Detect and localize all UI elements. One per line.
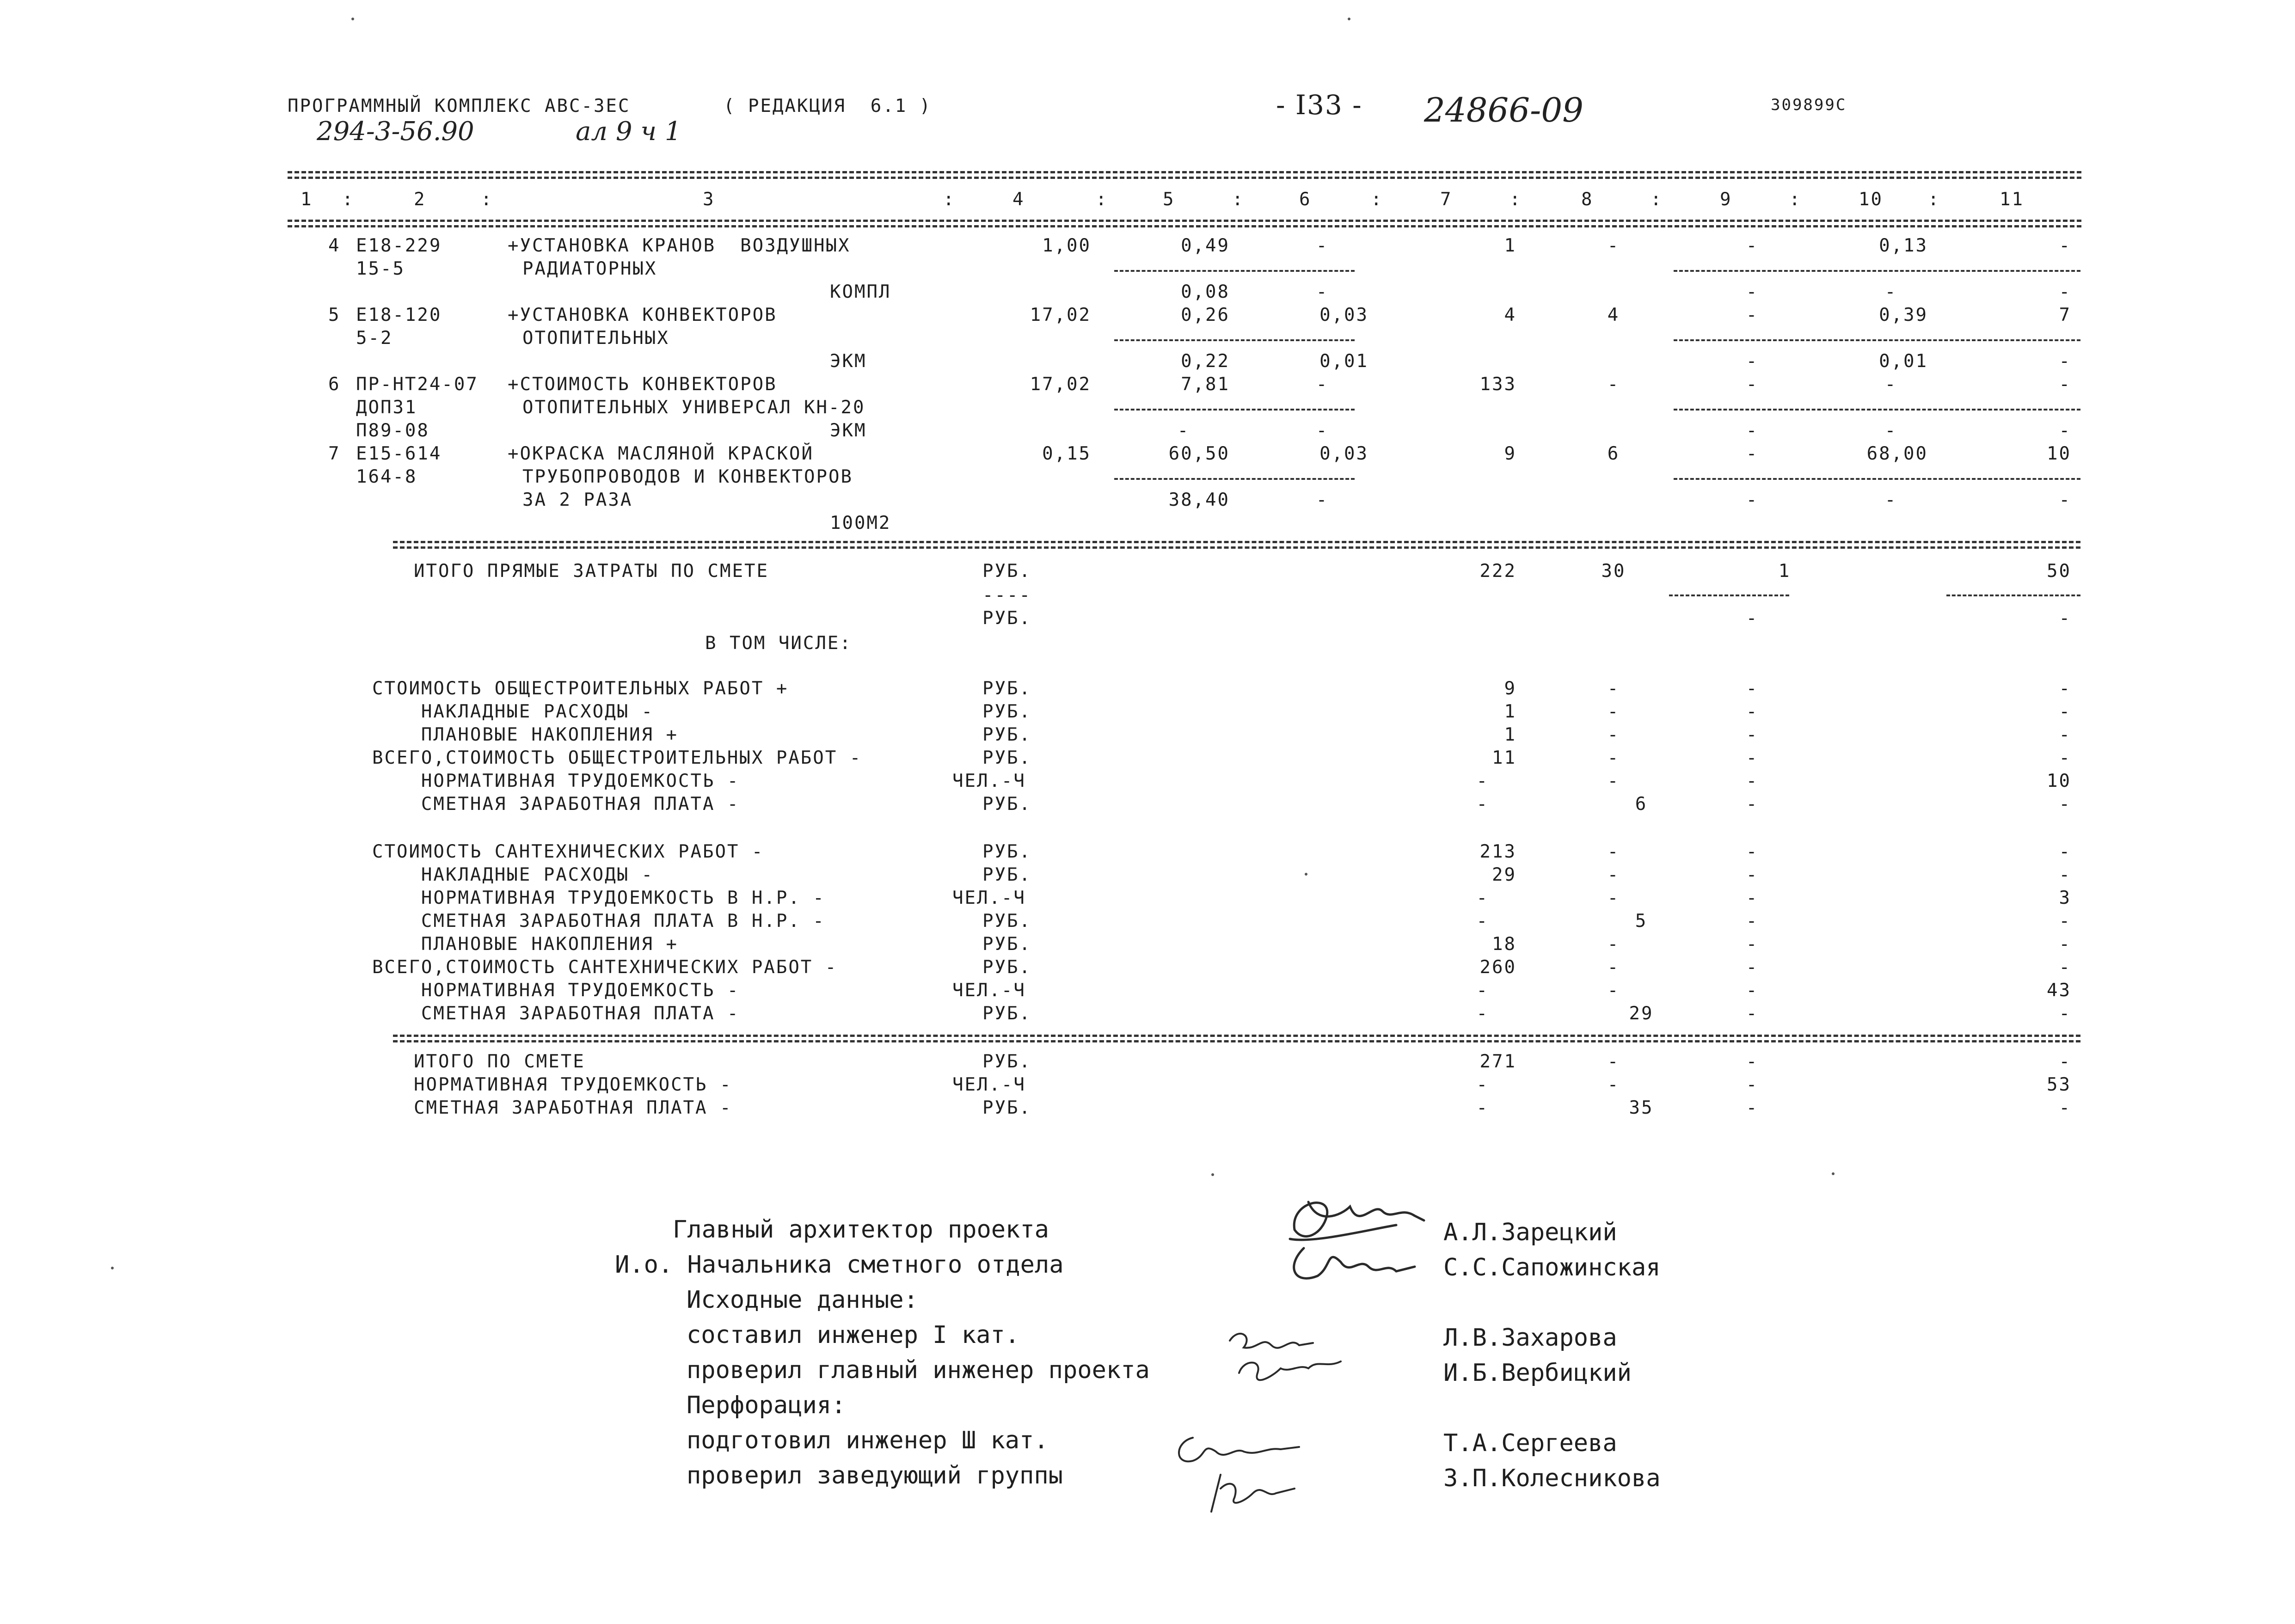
cell: 133 — [1479, 374, 1516, 395]
summary-label: НОРМАТИВНАЯ ТРУДОЕМКОСТЬ - — [372, 771, 740, 791]
cell: 0,01 — [1319, 351, 1368, 372]
cell: - — [1177, 420, 1190, 441]
cell: 9 — [1504, 678, 1516, 699]
cell: - — [2059, 1003, 2071, 1024]
cell: - — [1746, 608, 1759, 629]
edition: ( РЕДАКЦИЯ 6.1 ) — [724, 96, 932, 116]
cell-rule — [1946, 594, 2080, 596]
cell: - — [2059, 235, 2071, 256]
column-header: 10 — [1859, 189, 1883, 210]
column-header: 3 — [703, 189, 715, 210]
cell: 10 — [2047, 443, 2071, 464]
column-header: 11 — [2000, 189, 2024, 210]
cell: - — [1607, 864, 1620, 885]
summary-label: СМЕТНАЯ ЗАРАБОТНАЯ ПЛАТА - — [372, 1003, 740, 1024]
cell: - — [1746, 443, 1759, 464]
summary-label: ПЛАНОВЫЕ НАКОПЛЕНИЯ + — [372, 724, 678, 745]
cell: 0,39 — [1879, 305, 1928, 325]
cell: - — [1607, 957, 1620, 978]
cell: 50 — [2047, 561, 2071, 582]
signature-name: С.С.Сапожинская — [1443, 1254, 1661, 1281]
cell: - — [1607, 771, 1620, 791]
handwritten-signature — [1165, 1424, 1332, 1516]
cell: - — [1746, 980, 1759, 1001]
document-number: 24866-09 — [1424, 91, 1583, 129]
cell: 5 — [1635, 911, 1648, 932]
row-number: 6 — [328, 374, 341, 395]
cell: - — [1746, 794, 1759, 815]
summary-label: ВСЕГО,СТОИМОСТЬ САНТЕХНИЧЕСКИХ РАБОТ - — [372, 957, 838, 978]
row-name: ОТОПИТЕЛЬНЫХ — [522, 328, 669, 349]
summary-label: ИТОГО ПО СМЕТЕ — [414, 1051, 585, 1072]
cell: - — [1746, 235, 1759, 256]
cell: 10 — [2047, 771, 2071, 791]
cell: - — [1746, 748, 1759, 768]
column-separator: : — [481, 189, 493, 210]
cell: 1 — [1778, 561, 1791, 582]
table-rule — [393, 546, 2080, 549]
summary-unit: РУБ. — [982, 864, 1031, 885]
column-header: 4 — [1012, 189, 1025, 210]
cell: - — [1607, 888, 1620, 908]
cell: - — [1884, 490, 1897, 510]
table-rule — [288, 225, 2081, 227]
cell: - — [1746, 701, 1759, 722]
cell: - — [1476, 1003, 1489, 1024]
signature-name: З.П.Колесникова — [1443, 1465, 1661, 1492]
page-number: - I33 - — [1276, 89, 1362, 121]
summary-unit: ЧЕЛ.-Ч — [952, 1074, 1026, 1095]
table-rule — [288, 171, 2081, 173]
scan-speck — [111, 1267, 114, 1269]
row-name: ТРУБОПРОВОДОВ И КОНВЕКТОРОВ — [522, 466, 853, 487]
program-name: ПРОГРАММНЫЙ КОМПЛЕКС АВС-3ЕС — [288, 96, 631, 116]
signature-name: Т.А.Сергеева — [1443, 1429, 1617, 1457]
cell: - — [1746, 841, 1759, 862]
print-code: 309899С — [1771, 96, 1847, 114]
signature-name: Л.В.Захарова — [1443, 1324, 1617, 1352]
cell: - — [1746, 724, 1759, 745]
cell: - — [1746, 888, 1759, 908]
signature-role: подготовил инженер Ш кат. — [687, 1427, 1049, 1454]
table-rule — [288, 177, 2081, 179]
cell: 222 — [1479, 561, 1516, 582]
cell: 3 — [2059, 888, 2071, 908]
cell: 11 — [1492, 748, 1516, 768]
row-name: +УСТАНОВКА КОНВЕКТОРОВ — [508, 305, 777, 325]
table-rule — [393, 1040, 2080, 1042]
row-code: 5-2 — [356, 328, 393, 349]
cell: 43 — [2047, 980, 2071, 1001]
cell: 0,22 — [1181, 351, 1230, 372]
cell: - — [1746, 490, 1759, 510]
row-name: ЗА 2 РАЗА — [522, 490, 633, 510]
cell: - — [1746, 351, 1759, 372]
cell: 38,40 — [1168, 490, 1230, 510]
signature-role: Главный архитектор проекта — [673, 1216, 1049, 1244]
summary-unit: РУБ. — [982, 794, 1031, 815]
signature-name: А.Л.Зарецкий — [1443, 1219, 1617, 1246]
cell: 17,02 — [1030, 374, 1091, 395]
cell: 17,02 — [1030, 305, 1091, 325]
cell: - — [1746, 305, 1759, 325]
summary-label: ВСЕГО,СТОИМОСТЬ ОБЩЕСТРОИТЕЛЬНЫХ РАБОТ - — [372, 748, 862, 768]
cell: - — [2059, 841, 2071, 862]
cell: - — [2059, 420, 2071, 441]
summary-label: НОРМАТИВНАЯ ТРУДОЕМКОСТЬ - — [414, 1074, 732, 1095]
cell: - — [2059, 934, 2071, 955]
column-separator: : — [1510, 189, 1522, 210]
summary-unit: РУБ. — [982, 957, 1031, 978]
row-number: 5 — [328, 305, 341, 325]
cell: 0,26 — [1181, 305, 1230, 325]
summary-unit: РУБ. — [982, 911, 1031, 932]
cell: - — [1746, 934, 1759, 955]
album-reference: ал 9 ч 1 — [576, 116, 681, 147]
cell: 29 — [1492, 864, 1516, 885]
row-number: 7 — [328, 443, 341, 464]
table-rule — [393, 1035, 2080, 1037]
cell: - — [2059, 701, 2071, 722]
row-code: ДОП31 — [356, 397, 417, 418]
cell: 213 — [1479, 841, 1516, 862]
cell: - — [1746, 864, 1759, 885]
cell: 35 — [1629, 1097, 1654, 1118]
cell: - — [1746, 957, 1759, 978]
cell: 60,50 — [1168, 443, 1230, 464]
column-separator: : — [943, 189, 956, 210]
row-code: 164-8 — [356, 466, 417, 487]
table-rule — [288, 220, 2081, 222]
row-unit: ЭКМ — [830, 351, 867, 372]
cell: - — [1746, 771, 1759, 791]
cell: 53 — [2047, 1074, 2071, 1095]
cell: - — [1607, 374, 1620, 395]
cell: 68,00 — [1866, 443, 1928, 464]
cell: - — [2059, 374, 2071, 395]
cell: 260 — [1479, 957, 1516, 978]
summary-label: СТОИМОСТЬ САНТЕХНИЧЕСКИХ РАБОТ - — [372, 841, 764, 862]
row-name: ОТОПИТЕЛЬНЫХ УНИВЕРСАЛ КН-20 — [522, 397, 865, 418]
column-separator: : — [1371, 189, 1383, 210]
summary-label: НАКЛАДНЫЕ РАСХОДЫ - — [372, 864, 654, 885]
row-code: 15-5 — [356, 258, 405, 279]
cell: - — [1746, 1097, 1759, 1118]
cell-rule — [1114, 339, 1355, 341]
cell: - — [1746, 282, 1759, 302]
project-reference: 294-3-56.90 — [317, 116, 474, 147]
summary-unit: РУБ. — [982, 724, 1031, 745]
cell: - — [1746, 1051, 1759, 1072]
signature-role: составил инженер I кат. — [687, 1321, 1020, 1349]
cell: - — [1476, 888, 1489, 908]
cell: - — [2059, 678, 2071, 699]
cell-rule — [1114, 478, 1355, 480]
cell: - — [1476, 911, 1489, 932]
summary-label: СМЕТНАЯ ЗАРАБОТНАЯ ПЛАТА - — [414, 1097, 732, 1118]
signature-name: И.Б.Вербицкий — [1443, 1359, 1632, 1387]
cell: - — [1316, 282, 1329, 302]
column-separator: : — [1651, 189, 1663, 210]
cell: 271 — [1479, 1051, 1516, 1072]
cell: - — [1316, 235, 1329, 256]
scan-speck — [351, 18, 354, 20]
summary-unit: РУБ. — [982, 608, 1031, 629]
cell: 0,03 — [1319, 443, 1368, 464]
row-unit: КОМПЛ — [830, 282, 891, 302]
cell: - — [1607, 841, 1620, 862]
row-unit: ЭКМ — [830, 420, 867, 441]
signature-role: Исходные данные: — [687, 1286, 918, 1314]
cell: 0,03 — [1319, 305, 1368, 325]
cell: - — [2059, 282, 2071, 302]
cell: - — [2059, 608, 2071, 629]
column-header: 8 — [1581, 189, 1594, 210]
cell: - — [1884, 420, 1897, 441]
cell: - — [1746, 1003, 1759, 1024]
cell: 0,49 — [1181, 235, 1230, 256]
cell: - — [1607, 1051, 1620, 1072]
summary-label: НОРМАТИВНАЯ ТРУДОЕМКОСТЬ В Н.Р. - — [372, 888, 825, 908]
summary-label: НОРМАТИВНАЯ ТРУДОЕМКОСТЬ - — [372, 980, 740, 1001]
scan-speck — [1832, 1172, 1835, 1175]
cell: - — [1607, 678, 1620, 699]
cell-rule — [1669, 594, 1789, 596]
scan-speck — [1305, 873, 1307, 876]
column-header: 6 — [1299, 189, 1312, 210]
cell: - — [1476, 1074, 1489, 1095]
cell: - — [2059, 911, 2071, 932]
cell: - — [1607, 235, 1620, 256]
cell: - — [2059, 490, 2071, 510]
including-heading: В ТОМ ЧИСЛЕ: — [705, 633, 852, 654]
summary-unit: РУБ. — [982, 748, 1031, 768]
cell: - — [2059, 794, 2071, 815]
summary-label: СМЕТНАЯ ЗАРАБОТНАЯ ПЛАТА - — [372, 794, 740, 815]
cell: 9 — [1504, 443, 1516, 464]
cell: 0,01 — [1879, 351, 1928, 372]
cell: 18 — [1492, 934, 1516, 955]
cell: 0,08 — [1181, 282, 1230, 302]
column-separator: : — [1232, 189, 1245, 210]
cell-rule — [1674, 270, 2080, 272]
cell: - — [2059, 957, 2071, 978]
cell: 4 — [1607, 305, 1620, 325]
row-code: ПР-НТ24-07 — [356, 374, 479, 395]
cell: - — [2059, 351, 2071, 372]
cell: 1 — [1504, 724, 1516, 745]
summary-unit: ЧЕЛ.-Ч — [952, 980, 1026, 1001]
cell: - — [1884, 282, 1897, 302]
row-code: Е15-614 — [356, 443, 442, 464]
summary-unit: РУБ. — [982, 1097, 1031, 1118]
cell: 6 — [1635, 794, 1648, 815]
signature-role: Перфорация: — [687, 1391, 846, 1419]
row-unit: 100М2 — [830, 513, 891, 533]
cell: - — [1607, 1074, 1620, 1095]
cell: - — [1607, 724, 1620, 745]
summary-unit: ЧЕЛ.-Ч — [952, 771, 1026, 791]
signature-role: И.о. Начальника сметного отдела — [615, 1251, 1064, 1279]
column-header: 5 — [1163, 189, 1175, 210]
cell: 0,15 — [1042, 443, 1091, 464]
cell-rule — [1674, 339, 2080, 341]
cell: - — [1884, 374, 1897, 395]
cell: 7,81 — [1181, 374, 1230, 395]
scan-speck — [1211, 1173, 1214, 1176]
summary-unit: РУБ. — [982, 1051, 1031, 1072]
row-code: Е18-120 — [356, 305, 442, 325]
cell: - — [2059, 1051, 2071, 1072]
column-separator: : — [1928, 189, 1940, 210]
cell-rule — [1674, 478, 2080, 480]
column-header: 1 — [301, 189, 313, 210]
cell: - — [1316, 420, 1329, 441]
summary-label: ИТОГО ПРЯМЫЕ ЗАТРАТЫ ПО СМЕТЕ — [414, 561, 769, 582]
cell: - — [1746, 911, 1759, 932]
row-number: 4 — [328, 235, 341, 256]
cell: - — [1746, 1074, 1759, 1095]
cell: - — [1746, 420, 1759, 441]
cell: - — [1746, 678, 1759, 699]
row-name: +ОКРАСКА МАСЛЯНОЙ КРАСКОЙ — [508, 443, 814, 464]
signature-role: проверил заведующий группы — [687, 1462, 1063, 1489]
column-header: 9 — [1720, 189, 1732, 210]
cell-rule — [1114, 270, 1355, 272]
cell: - — [1607, 701, 1620, 722]
cell: - — [2059, 864, 2071, 885]
cell: 30 — [1601, 561, 1626, 582]
column-separator: : — [342, 189, 355, 210]
column-header: 7 — [1440, 189, 1453, 210]
cell: - — [1607, 934, 1620, 955]
cell: - — [2059, 1097, 2071, 1118]
summary-unit: РУБ. — [982, 701, 1031, 722]
summary-label: СТОИМОСТЬ ОБЩЕСТРОИТЕЛЬНЫХ РАБОТ + — [372, 678, 789, 699]
table-rule — [393, 541, 2080, 543]
row-code: Е18-229 — [356, 235, 442, 256]
cell: 29 — [1629, 1003, 1654, 1024]
row-name: РАДИАТОРНЫХ — [522, 258, 657, 279]
cell: - — [1607, 980, 1620, 1001]
cell-rule — [1674, 409, 2080, 411]
scan-speck — [1348, 18, 1350, 20]
cell: - — [1476, 771, 1489, 791]
cell: - — [2059, 724, 2071, 745]
unit-rule: ---- — [982, 585, 1031, 606]
row-name: +СТОИМОСТЬ КОНВЕКТОРОВ — [508, 374, 777, 395]
summary-label: НАКЛАДНЫЕ РАСХОДЫ - — [372, 701, 654, 722]
row-code: П89-08 — [356, 420, 430, 441]
summary-unit: РУБ. — [982, 1003, 1031, 1024]
cell: - — [1476, 1097, 1489, 1118]
cell: 1 — [1504, 701, 1516, 722]
handwritten-signature — [1221, 1322, 1359, 1391]
cell: 1 — [1504, 235, 1516, 256]
cell: - — [1476, 980, 1489, 1001]
cell: - — [1746, 374, 1759, 395]
summary-unit: РУБ. — [982, 841, 1031, 862]
cell-rule — [1114, 409, 1355, 411]
row-name: +УСТАНОВКА КРАНОВ ВОЗДУШНЫХ — [508, 235, 851, 256]
handwritten-signature — [1276, 1174, 1442, 1294]
summary-unit: ЧЕЛ.-Ч — [952, 888, 1026, 908]
column-separator: : — [1096, 189, 1108, 210]
summary-unit: РУБ. — [982, 934, 1031, 955]
cell: - — [1316, 490, 1329, 510]
cell: - — [1607, 748, 1620, 768]
summary-unit: РУБ. — [982, 678, 1031, 699]
signature-role: проверил главный инженер проекта — [687, 1356, 1150, 1384]
cell: - — [1316, 374, 1329, 395]
cell: 7 — [2059, 305, 2071, 325]
column-separator: : — [1789, 189, 1802, 210]
summary-label: СМЕТНАЯ ЗАРАБОТНАЯ ПЛАТА В Н.Р. - — [372, 911, 825, 932]
cell: - — [2059, 748, 2071, 768]
cell: - — [1476, 794, 1489, 815]
cell: 4 — [1504, 305, 1516, 325]
summary-label: ПЛАНОВЫЕ НАКОПЛЕНИЯ + — [372, 934, 678, 955]
summary-unit: РУБ. — [982, 561, 1031, 582]
column-header: 2 — [414, 189, 426, 210]
cell: 1,00 — [1042, 235, 1091, 256]
cell: 0,13 — [1879, 235, 1928, 256]
cell: 6 — [1607, 443, 1620, 464]
